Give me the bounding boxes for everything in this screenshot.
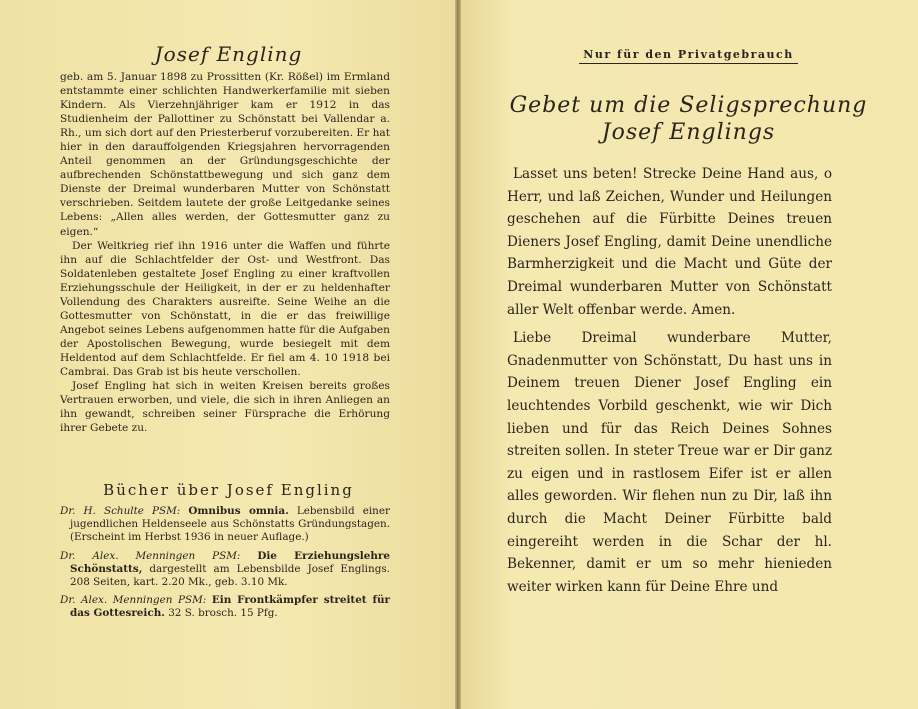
book-description: Lebensbild einer jugendlichen Heldenseele aus Schönstatts Gründungstagen. (Erscheint im Herbst 1936 in neuer Auflage.) [70, 505, 390, 544]
book-list [60, 505, 390, 626]
books-heading: Bücher über Josef Engling [103, 481, 354, 499]
book-title: Ein Frontkämpfer streitet für das Gottesreich. [70, 594, 390, 620]
book-entry [60, 505, 390, 545]
book-author: Dr. H. Schulte PSM: [60, 505, 181, 517]
prayer-title [459, 92, 918, 146]
book-entry [60, 594, 390, 620]
biography-text [60, 70, 390, 435]
left-page-title: Josef Engling [154, 42, 303, 66]
book-entry [60, 550, 390, 590]
private-use-note-text: Nur für den Privatgebrauch [579, 48, 797, 64]
prayer-text [507, 163, 832, 604]
book-author: Dr. Alex. Menningen PSM: [60, 594, 207, 607]
prayer-title-line: Josef Englings [601, 120, 776, 145]
biography-paragraph: geb. am 5. Januar 1898 zu Prossitten (Kr. Rößel) im Ermland entstammte einer schlichten Handwerkerfamilie mit sieben Kindern. Als Vierzehnjähriger kam er 1912 in das Studienheim der Pallottiner zu Schönstatt bei Vallendar a. Rh., um sich dort auf den Priesterberuf vorzubereiten. Er hat hier in den darauffolgenden Kriegsjahren hervorragenden Anteil genommen an der Gründungsgeschichte der aufbrechenden Schönstattbewegung und sich ganz dem Dienste der Dreimal wunderbaren Mutter von Schönstatt verschrieben. Seitdem lautete der große Leitgedanke seines Lebens: „Allen alles werden, der Gottesmutter ganz zu eigen.“ [60, 71, 390, 238]
book-description: 32 S. brosch. 15 Pfg. [168, 607, 278, 620]
private-use-note [459, 48, 918, 61]
book-title: Die Erziehungslehre Schönstatts, [70, 549, 391, 575]
biography-paragraph: Der Weltkrieg rief ihn 1916 unter die Waffen und führte ihn auf die Schlachtfelder der Ost- und Westfront. Das Soldatenleben gestaltete Josef Engling zu einer kraftvollen Erziehungsschule der Heiligkeit, in der er zu heldenhafter Vollendung des Charakters ausreifte. Seine Weihe an die Gottesmutter von Schönstatt, in die er das freiwillige Angebot seines Lebens aufgenommen hatte für die Aufgaben der Apostolischen Bewegung, wurde besiegelt mit dem Heldentod auf dem Schlachtfelde. Er fiel am 4. 10 1918 bei Cambrai. Das Grab ist bis heute verschollen. [60, 239, 390, 378]
book-author: Dr. Alex. Menningen PSM: [60, 549, 241, 562]
prayer-title-line: Gebet um die Seligsprechung [509, 93, 868, 118]
book-description: dargestellt am Lebensbilde Josef Englings. 208 Seiten, kart. 2.20 Mk., geb. 3.10 Mk. [70, 562, 390, 589]
prayer-paragraph: Liebe Dreimal wunderbare Mutter, Gnadenmutter von Schönstatt, Du hast uns in Deinem treuen Diener Josef Engling ein leuchtendes Vorbild geschenkt, wie wir Dich lieben und für das Reich Deines Sohnes streiten sollen. In steter Treue war er Dir ganz zu eigen und in rastlosem Eifer ist er allen alles geworden. Wir flehen nun zu Dir, laß ihn durch die Macht Deiner Fürbitte bald eingereiht werden in die Schar der hl. Bekenner, damit er um so mehr hienieden weiter wirken kann für Deine Ehre und [507, 330, 832, 595]
biography-paragraph: Josef Engling hat sich in weiten Kreisen bereits großes Vertrauen erworben, und viele, die sich in ihren Anliegen an ihn gewandt, schreiben seiner Fürsprache die Erhörung ihrer Gebete zu. [60, 380, 390, 435]
prayer-paragraph: Lasset uns beten! Strecke Deine Hand aus, o Herr, und laß Zeichen, Wunder und Heilungen geschehen auf die Fürbitte Deines treuen Dieners Josef Engling, damit Deine unendliche Barmherzigkeit und die Macht und Güte der Dreimal wunderbaren Mutter von Schönstatt aller Welt offenbar werde. Amen. [507, 166, 832, 318]
book-title: Omnibus omnia. [188, 505, 289, 517]
